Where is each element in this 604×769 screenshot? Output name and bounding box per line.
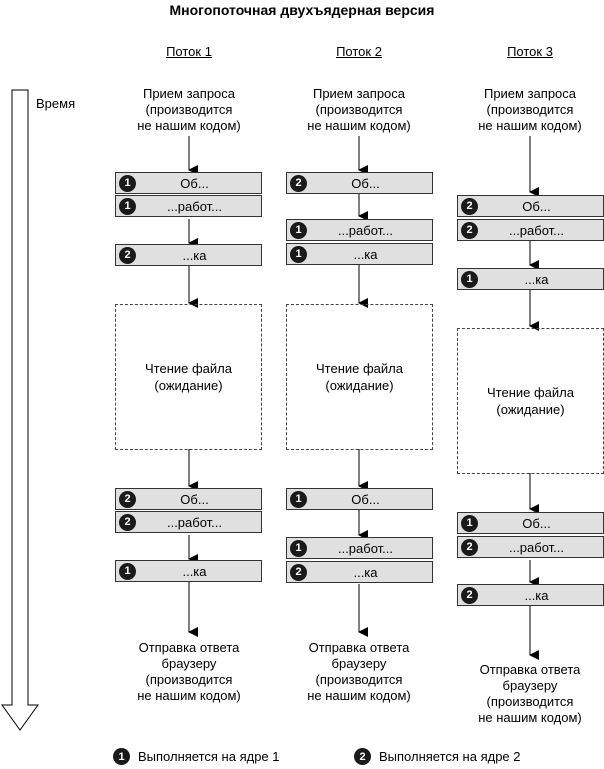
thread-3-end: [455, 662, 604, 726]
end-line: не нашим кодом): [307, 688, 411, 703]
end-line: (производится: [145, 672, 233, 687]
core-badge: 2: [461, 587, 478, 604]
step-label: ...работ...: [166, 198, 223, 214]
thread-2-step: [286, 561, 433, 583]
core-badge: 1: [290, 540, 307, 557]
thread-3-title: Поток 3: [507, 44, 553, 59]
step-label: ...ка: [182, 563, 207, 579]
step-label: Об...: [351, 175, 380, 191]
core-badge: 1: [119, 175, 136, 192]
core-badge: 1: [461, 515, 478, 532]
thread-1-step: [115, 244, 262, 266]
thread-2-step: [286, 219, 433, 241]
thread-2-wait: [286, 304, 433, 450]
wait-label: Чтение файла: [316, 361, 403, 376]
core-badge: 1: [290, 491, 307, 508]
step-label: Об...: [180, 175, 209, 191]
core-badge: 2: [461, 222, 478, 239]
thread-1-title: Поток 1: [166, 44, 212, 59]
step-label: Об...: [522, 515, 551, 531]
thread-1-step: [115, 560, 262, 582]
diagram-title: Многопоточная двухъядерная версия: [169, 2, 435, 18]
thread-3-step: [457, 195, 604, 217]
core-badge: 2: [119, 247, 136, 264]
step-label: Об...: [522, 198, 551, 214]
thread-3-wait: [457, 328, 604, 474]
step-label: ...ка: [353, 564, 378, 580]
end-line: Отправка ответа: [479, 662, 581, 677]
end-line: не нашим кодом): [478, 710, 582, 725]
thread-2-end: [284, 640, 434, 704]
wait-label: Чтение файла: [145, 361, 232, 376]
wait-label: (ожидание): [325, 378, 394, 393]
thread-2-step: [286, 537, 433, 559]
thread-1-wait: [115, 304, 262, 450]
thread-3-step: [457, 219, 604, 241]
end-line: браузеру: [502, 678, 558, 693]
thread-2-start: [284, 86, 434, 134]
thread-1-start: [114, 86, 264, 134]
wait-label: Чтение файла: [487, 385, 574, 400]
core-badge: 2: [290, 564, 307, 581]
thread-3-step: [457, 536, 604, 558]
step-label: ...ка: [182, 247, 207, 263]
time-label: Время: [36, 96, 76, 111]
step-label: ...ка: [353, 246, 378, 262]
legend-label: Выполняется на ядре 2: [379, 749, 521, 764]
wait-label: (ожидание): [154, 378, 223, 393]
thread-1-step: [115, 172, 262, 194]
legend-core-1: [113, 748, 280, 765]
start-line: не нашим кодом): [478, 118, 582, 133]
wait-label: (ожидание): [496, 402, 565, 417]
step-label: ...работ...: [508, 222, 565, 238]
start-line: (производится: [486, 102, 574, 117]
core-badge: 1: [290, 246, 307, 263]
core-badge: 2: [461, 539, 478, 556]
end-line: браузеру: [161, 656, 217, 671]
thread-1-end: [114, 640, 264, 704]
start-line: не нашим кодом): [137, 118, 241, 133]
end-line: (производится: [486, 694, 574, 709]
end-line: браузеру: [331, 656, 387, 671]
end-line: Отправка ответа: [138, 640, 240, 655]
core-badge: 2: [461, 198, 478, 215]
start-line: Прием запроса: [312, 86, 406, 101]
step-label: Об...: [351, 491, 380, 507]
legend-label: Выполняется на ядре 1: [138, 749, 280, 764]
end-line: (производится: [315, 672, 403, 687]
step-label: Об...: [180, 491, 209, 507]
end-line: Отправка ответа: [308, 640, 410, 655]
thread-2-title: Поток 2: [336, 44, 382, 59]
start-line: Прием запроса: [483, 86, 577, 101]
start-line: Прием запроса: [142, 86, 236, 101]
thread-3-step: [457, 584, 604, 606]
core-badge: 1: [119, 198, 136, 215]
thread-2-step: [286, 172, 433, 194]
step-label: ...ка: [524, 271, 549, 287]
step-label: ...работ...: [508, 539, 565, 555]
thread-1-step: [115, 195, 262, 217]
core-badge: 2: [119, 491, 136, 508]
core-badge: 2: [119, 514, 136, 531]
start-line: не нашим кодом): [307, 118, 411, 133]
thread-1-step: [115, 511, 262, 533]
thread-2-step: [286, 488, 433, 510]
start-line: (производится: [145, 102, 233, 117]
step-label: ...ка: [524, 587, 549, 603]
core-badge: 1: [113, 748, 130, 765]
thread-1-step: [115, 488, 262, 510]
end-line: не нашим кодом): [137, 688, 241, 703]
core-badge: 2: [354, 748, 371, 765]
thread-3-step: [457, 268, 604, 290]
step-label: ...работ...: [166, 514, 223, 530]
core-badge: 1: [290, 222, 307, 239]
core-badge: 1: [119, 563, 136, 580]
thread-3-step: [457, 512, 604, 534]
thread-3-start: [455, 86, 604, 134]
step-label: ...работ...: [337, 222, 394, 238]
step-label: ...работ...: [337, 540, 394, 556]
legend-core-2: [354, 748, 521, 765]
start-line: (производится: [315, 102, 403, 117]
thread-2-step: [286, 243, 433, 265]
core-badge: 1: [461, 271, 478, 288]
core-badge: 2: [290, 175, 307, 192]
time-arrow: [2, 90, 38, 730]
